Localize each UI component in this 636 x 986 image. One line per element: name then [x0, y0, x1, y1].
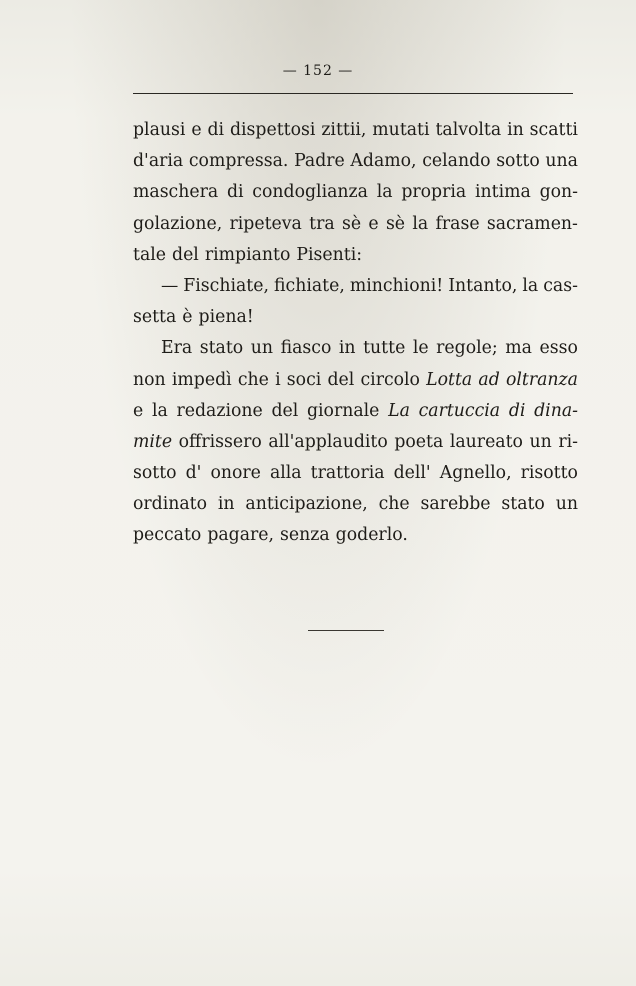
italic-word: cartuccia [418, 400, 501, 421]
word: e [133, 400, 144, 421]
text-line [133, 146, 578, 177]
word: in [217, 494, 235, 515]
word: impedì [171, 369, 232, 390]
word: un [555, 494, 578, 515]
text-line [133, 209, 578, 240]
word: ripeteva [229, 213, 302, 234]
end-rule [308, 630, 384, 631]
word: sarebbe [420, 494, 491, 515]
word: scatti [529, 120, 578, 140]
word: redazione [176, 400, 263, 421]
word: mutati [372, 120, 430, 140]
word: onore [210, 463, 261, 484]
header-rule [133, 93, 573, 94]
word: frase [435, 213, 480, 234]
word: che [237, 369, 269, 390]
word: la [376, 182, 393, 203]
word: Era [161, 338, 193, 359]
word: rimpianto [204, 244, 291, 265]
word: e [368, 213, 379, 234]
word: Intanto, [448, 275, 518, 296]
word: d'aria [133, 151, 184, 172]
text-line [133, 115, 578, 146]
word: non [133, 369, 166, 390]
word: ma [505, 338, 532, 359]
word: di [207, 120, 225, 140]
word: Agnello, [439, 463, 512, 484]
text-line [133, 302, 578, 333]
italic-word: Lotta [426, 369, 473, 390]
word: giornale [306, 400, 380, 421]
word: propria [401, 182, 467, 203]
text-line [133, 271, 578, 302]
text-line [133, 177, 578, 208]
word: che [378, 494, 410, 515]
word: la [522, 275, 539, 296]
word: Adamo, [350, 151, 417, 172]
word: del [172, 244, 199, 265]
word: zittii, [321, 120, 367, 140]
word: tutte [363, 338, 406, 359]
word: ordinato [133, 494, 208, 515]
text-line [133, 396, 578, 427]
word: tra [309, 213, 335, 234]
word: golazione, [133, 213, 223, 234]
word: un [250, 338, 274, 359]
italic-word: La [388, 400, 410, 421]
word: sè [341, 213, 362, 234]
word: i [275, 369, 281, 390]
word: dispettosi [229, 120, 316, 140]
word: in [507, 120, 524, 140]
word: condoglianza [252, 182, 368, 203]
word: alla [269, 463, 302, 484]
word: dell' [393, 463, 431, 484]
word: anticipazione, [245, 494, 368, 515]
word: poeta [394, 431, 444, 452]
text-line [133, 240, 578, 271]
word: compressa. [188, 151, 289, 172]
word: senza [280, 525, 330, 546]
body-text [133, 115, 578, 552]
word: la [151, 400, 168, 421]
word: setta [133, 307, 177, 328]
word: minchioni! [349, 275, 444, 296]
page-number: — 152 — [282, 63, 354, 79]
italic-word: mite [133, 431, 173, 452]
word: del [327, 369, 355, 390]
word: fiasco [280, 338, 332, 359]
word: maschera [133, 182, 219, 203]
word: piena! [198, 307, 254, 328]
word: una [545, 151, 578, 172]
italic-word: dina- [534, 400, 578, 421]
word: Pisenti: [296, 244, 363, 265]
word: sè [385, 213, 406, 234]
text-line [133, 520, 578, 551]
word: cas- [543, 275, 578, 296]
word: laureato [449, 431, 523, 452]
word: un [529, 431, 552, 452]
word: di [226, 182, 244, 203]
word: le [412, 338, 429, 359]
word: offrissero [178, 431, 262, 452]
word: sacramen- [486, 213, 578, 234]
word: in [338, 338, 356, 359]
italic-word: oltranza [505, 369, 578, 390]
word: sotto [496, 151, 540, 172]
word: intima [474, 182, 531, 203]
word: è [182, 307, 193, 328]
word: trattoria [310, 463, 385, 484]
word: risotto [520, 463, 578, 484]
word: celando [422, 151, 491, 172]
word: ri- [558, 431, 578, 452]
word: stato [199, 338, 244, 359]
word: circolo [360, 369, 420, 390]
word: tale [133, 244, 167, 265]
word: all'applaudito [268, 431, 388, 452]
word: Padre [294, 151, 345, 172]
word: sotto [133, 463, 177, 484]
word: peccato [133, 525, 202, 546]
word: del [271, 400, 299, 421]
word: pagare, [207, 525, 275, 546]
text-line [133, 458, 578, 489]
text-line [133, 365, 578, 396]
italic-word: di [508, 400, 526, 421]
word: e [191, 120, 202, 140]
word: Fischiate, [183, 275, 269, 296]
word: d' [185, 463, 202, 484]
word: soci [286, 369, 322, 390]
text-line [133, 489, 578, 520]
word: talvolta [435, 120, 502, 140]
word: gon- [539, 182, 578, 203]
word: regole; [436, 338, 498, 359]
italic-word: ad [478, 369, 500, 390]
text-line [133, 427, 578, 458]
text-line [133, 333, 578, 364]
word: plausi [133, 120, 186, 140]
word: la [412, 213, 429, 234]
word: goderlo. [335, 525, 408, 546]
word: stato [501, 494, 545, 515]
word: esso [539, 338, 578, 359]
word: — [161, 275, 179, 296]
word: fichiate, [273, 275, 345, 296]
